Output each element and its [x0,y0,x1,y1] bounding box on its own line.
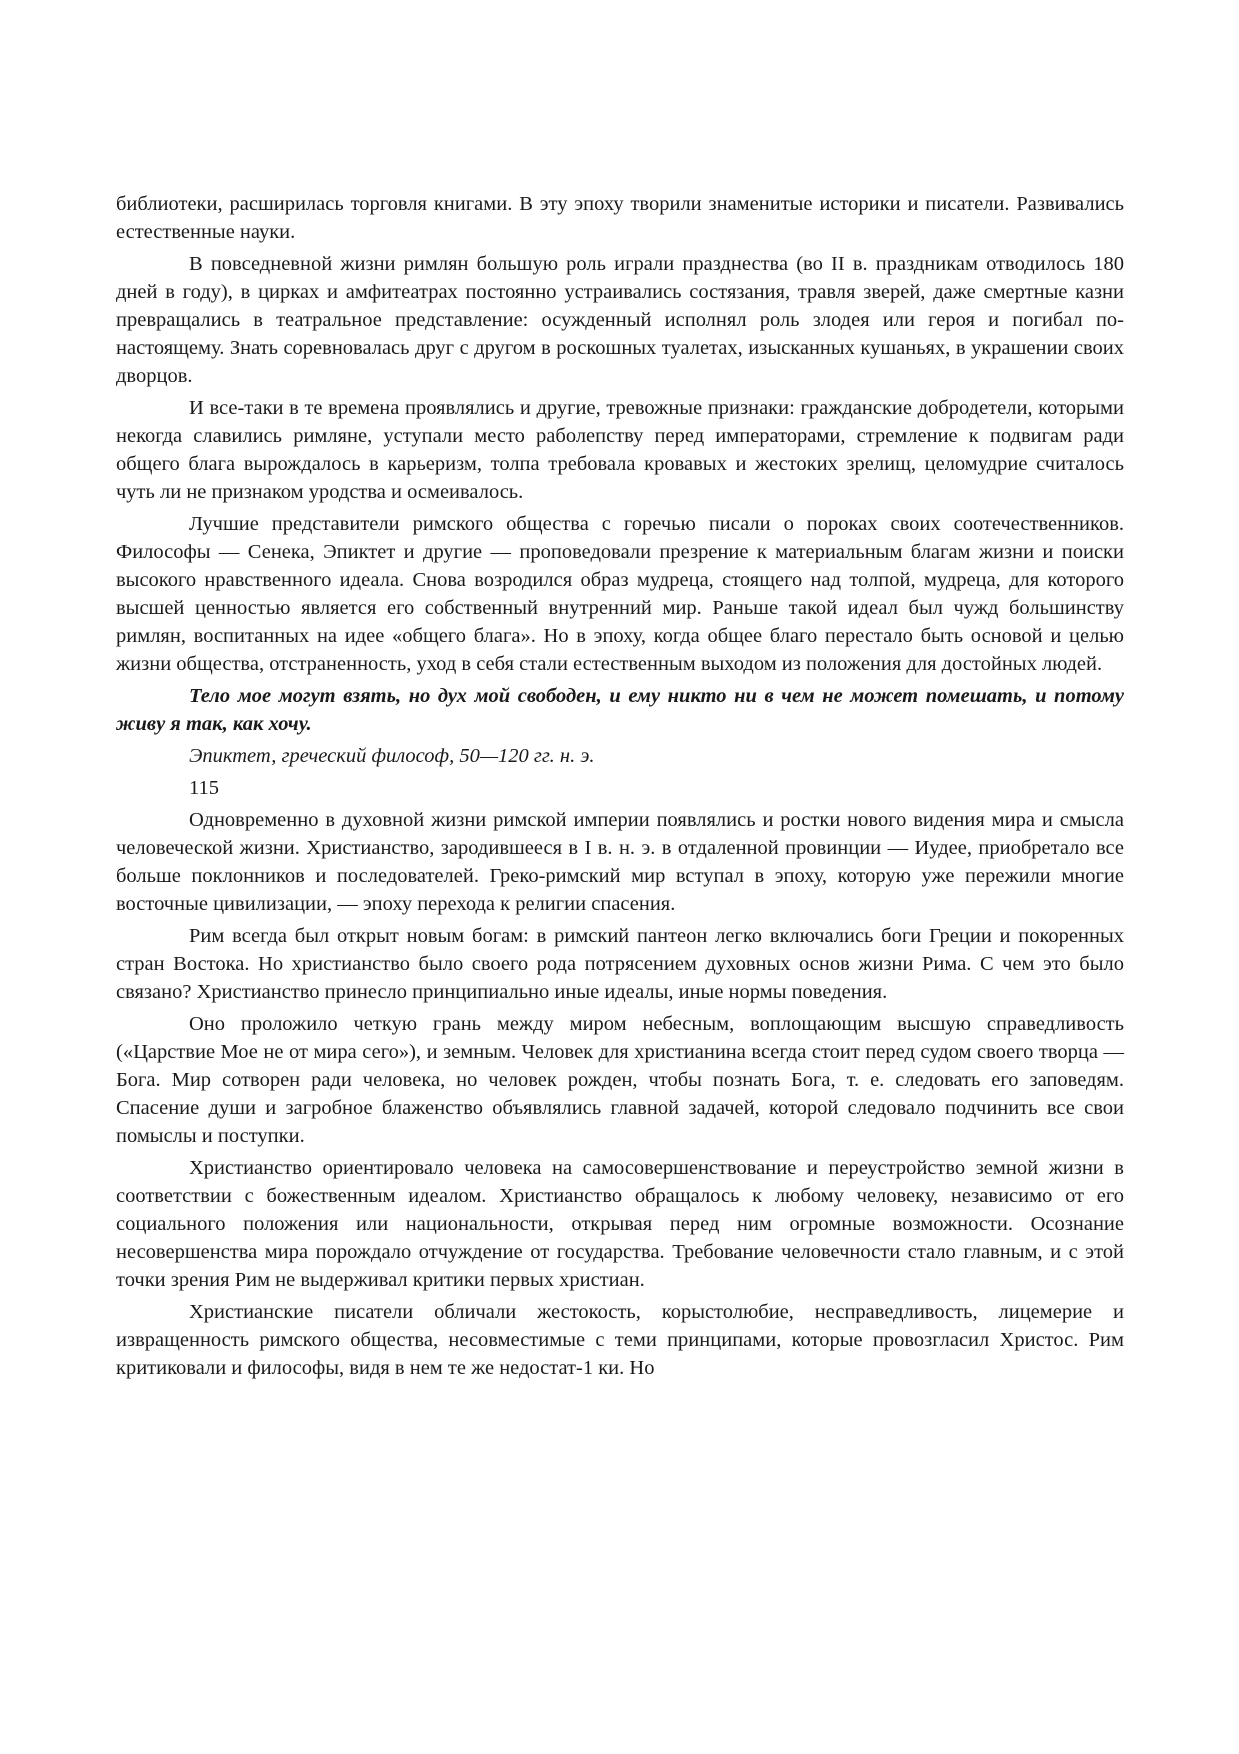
paragraph: Христианские писатели обличали жестокость, корыстолюбие, несправедливость, лицемерие и извращенность римского общества, несовместимые с теми принципами, которые провозгласил Христос. Рим критиковали и философы, видя в нем те же недостат-1 ки. Но [116,1301,1124,1379]
paragraph: Рим всегда был открыт новым богам: в римский пантеон легко включались боги Греции и покоренных стран Востока. Но христианство было своего рода потрясением духовных основ жизни Рима. С чем это было связано? Христианство принесло принципиально иные идеалы, иные нормы поведения. [116,925,1124,1003]
paragraph: Лучшие представители римского общества с горечью писали о пороках своих соотечественников. Философы — Сенека, Эпиктет и другие — проповедовали презрение к материальным благам жизни и поиски высокого нравственного идеала. Снова возродился образ мудреца, стоящего над толпой, мудреца, для которого высшей ценностью является его собственный внутренний мир. Раньше такой идеал был чужд большинству римлян, воспитанных на идее «общего блага». Но в эпоху, когда общее благо перестало быть основой и целью жизни общества, отстраненность, уход в себя стали естественным выходом из положения для достойных людей. [116,513,1124,675]
paragraph: И все-таки в те времена проявлялись и другие, тревожные признаки: гражданские добродетели, которыми некогда славились римляне, уступали место раболепству перед императорами, стремление к подвигам ради общего блага вырождалось в карьеризм, толпа требовала кровавых и жестоких зрелищ, целомудрие считалось чуть ли не признаком уродства и осмеивалось. [116,397,1124,503]
quote-attribution: Эпиктет, греческий философ, 50—120 гг. н. э. [189,745,595,767]
paragraph: библиотеки, расширилась торговля книгами. В эту эпоху творили знаменитые историки и писатели. Развивались естественные науки. [116,193,1124,243]
paragraph: Оно проложило четкую грань между миром небесным, воплощающим высшую справедливость («Царствие Мое не от мира сего»), и земным. Человек для христианина всегда стоит перед судом своего творца — Бога. Мир сотворен ради человека, но человек рожден, чтобы познать Бога, т. е. следовать его заповедям. Спасение души и загробное блаженство объявлялись главной задачей, которой следовало подчинить все свои помыслы и поступки. [116,1013,1124,1147]
paragraph: Одновременно в духовной жизни римской империи появлялись и ростки нового видения мира и смысла человеческой жизни. Христианство, зародившееся в I в. н. э. в отдаленной провинции — Иудее, приобретало все больше поклонников и последователей. Греко-римский мир вступал в эпоху, которую уже пережили многие восточные цивилизации, — эпоху перехода к религии спасения. [116,809,1124,915]
epigraph-quote: Тело мое могут взять, но дух мой свободен, и ему никто ни в чем не может помешать, и потому живу я так, как хочу. [116,685,1124,735]
document-page [116,190,1124,1386]
page-number: 115 [189,777,219,799]
paragraph: В повседневной жизни римлян большую роль играли празднества (во II в. праздникам отводилось 180 дней в году), в цирках и амфитеатрах постоянно устраивались состязания, травля зверей, даже смертные казни превращались в театральное представление: осужденный исполнял роль злодея или героя и погибал по-настоящему. Знать соревновалась друг с другом в роскошных туалетах, изысканных кушаньях, в украшении своих дворцов. [116,253,1124,387]
paragraph: Христианство ориентировало человека на самосовершенствование и переустройство земной жизни в соответствии с божественным идеалом. Христианство обращалось к любому человеку, независимо от его социального положения или национальности, открывая перед ним огромные возможности. Осознание несовершенства мира порождало отчуждение от государства. Требование человечности стало главным, и с этой точки зрения Рим не выдерживал критики первых христиан. [116,1157,1124,1291]
